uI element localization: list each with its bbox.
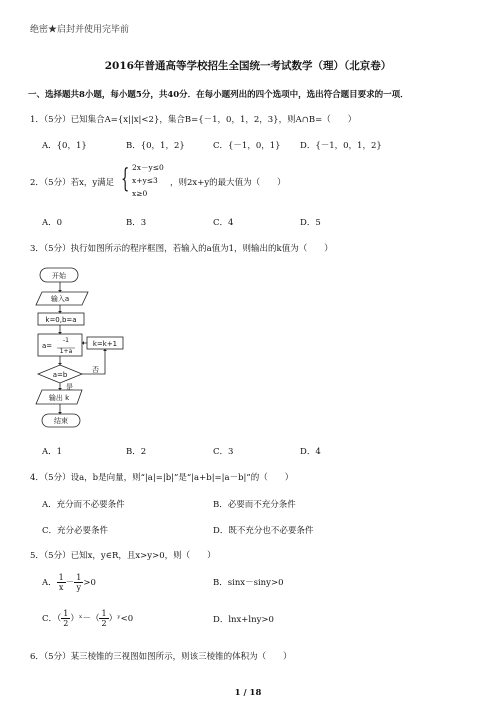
q4-option-c: C．充分必要条件 [42, 526, 109, 536]
confidential-label: 绝密★启封并使用完毕前 [30, 25, 130, 35]
system-eq-1: 2x－y≤0 [132, 163, 164, 172]
system-eq-3: x≥0 [132, 189, 148, 198]
question-5-stem: 5．（5分）已知x，y∈R，且x>y>0，则（ ） [30, 551, 216, 561]
section-heading: 一、选择题共8小题，每小题5分，共40分．在每小题列出的四个选项中，选出符合题目要求的一项． [28, 90, 409, 100]
q4-option-a: A．充分而不必要条件 [42, 500, 125, 510]
q5-option-d: D．lnx+lny>0 [213, 615, 274, 625]
flowchart-output-label: 输出 k [48, 394, 70, 402]
q2-option-b: B．3 [126, 218, 147, 228]
q1-option-c: C．{－1，0，1} [213, 141, 281, 151]
q2-option-d: D．5 [300, 218, 321, 228]
q5-option-c: C．（ $\frac{1}{2}$ ）ˣ－（ $\frac{1}{2}$ ）ʸ<0 [42, 609, 134, 628]
flowchart-assign-lhs: a= [42, 342, 53, 350]
question-4-stem: 4．（5分）设a，b是向量，则“|a|=|b|”是“|a+b|=|a－b|”的（ ） [30, 473, 294, 483]
q3-option-d: D．4 [300, 447, 321, 457]
system-eq-2: x+y≤3 [132, 176, 158, 185]
q1-option-d: D．{－1，0，1，2} [300, 141, 382, 151]
q2-option-c: C．4 [213, 218, 234, 228]
flowchart-assign-numerator: -1 [63, 337, 69, 344]
flowchart-decision-label: a=b [52, 371, 68, 379]
flowchart-init-label: k=0,b=a [45, 316, 77, 324]
flowchart-yes-label: 是 [66, 383, 73, 391]
flowchart-start-label: 开始 [52, 272, 66, 280]
q3-option-b: B．2 [126, 447, 147, 457]
q4-option-b: B．必要而不充分条件 [213, 500, 296, 510]
q1-option-b: B．{0，1，2} [126, 141, 185, 151]
flowchart-no-label: 否 [92, 366, 99, 374]
flowchart-end-label: 结束 [54, 417, 68, 425]
flowchart-input-label: 输入a [50, 295, 70, 303]
question-1-stem: 1．（5分）已知集合A={x||x|<2}，集合B={－1，0，1，2，3}，则A∩B=（ ） [30, 115, 357, 125]
flowchart-assign-denominator: 1+a [59, 348, 73, 355]
q3-option-c: C．3 [213, 447, 234, 457]
page-title: 2016年普通高等学校招生全国统一考试数学（理）（北京卷） [104, 60, 392, 72]
q1-option-a: A．{0，1} [42, 141, 87, 151]
question-6-stem: 6．（5分）某三棱锥的三视图如图所示，则该三棱锥的体积为（ ） [30, 652, 292, 662]
q5-option-a: A． $\frac{1}{x}$ － $\frac{1}{y}$ >0 [42, 573, 96, 592]
flowchart-increment-label: k=k+1 [92, 340, 118, 348]
page-number: 1 / 18 [234, 688, 262, 698]
q5-option-b: B．sinx－siny>0 [213, 578, 284, 588]
system-brace: { [121, 164, 130, 194]
question-3-stem: 3．（5分）执行如图所示的程序框图，若输入的a值为1，则输出的k值为（ ） [30, 244, 333, 254]
q2-option-a: A．0 [42, 218, 63, 228]
q3-option-a: A．1 [42, 447, 63, 457]
question-2-stem-prefix: 2．（5分）若x，y满足 [30, 178, 115, 188]
question-2-stem-suffix: ，则2x+y的最大值为（ ） [170, 178, 286, 188]
q4-option-d: D．既不充分也不必要条件 [213, 526, 314, 536]
